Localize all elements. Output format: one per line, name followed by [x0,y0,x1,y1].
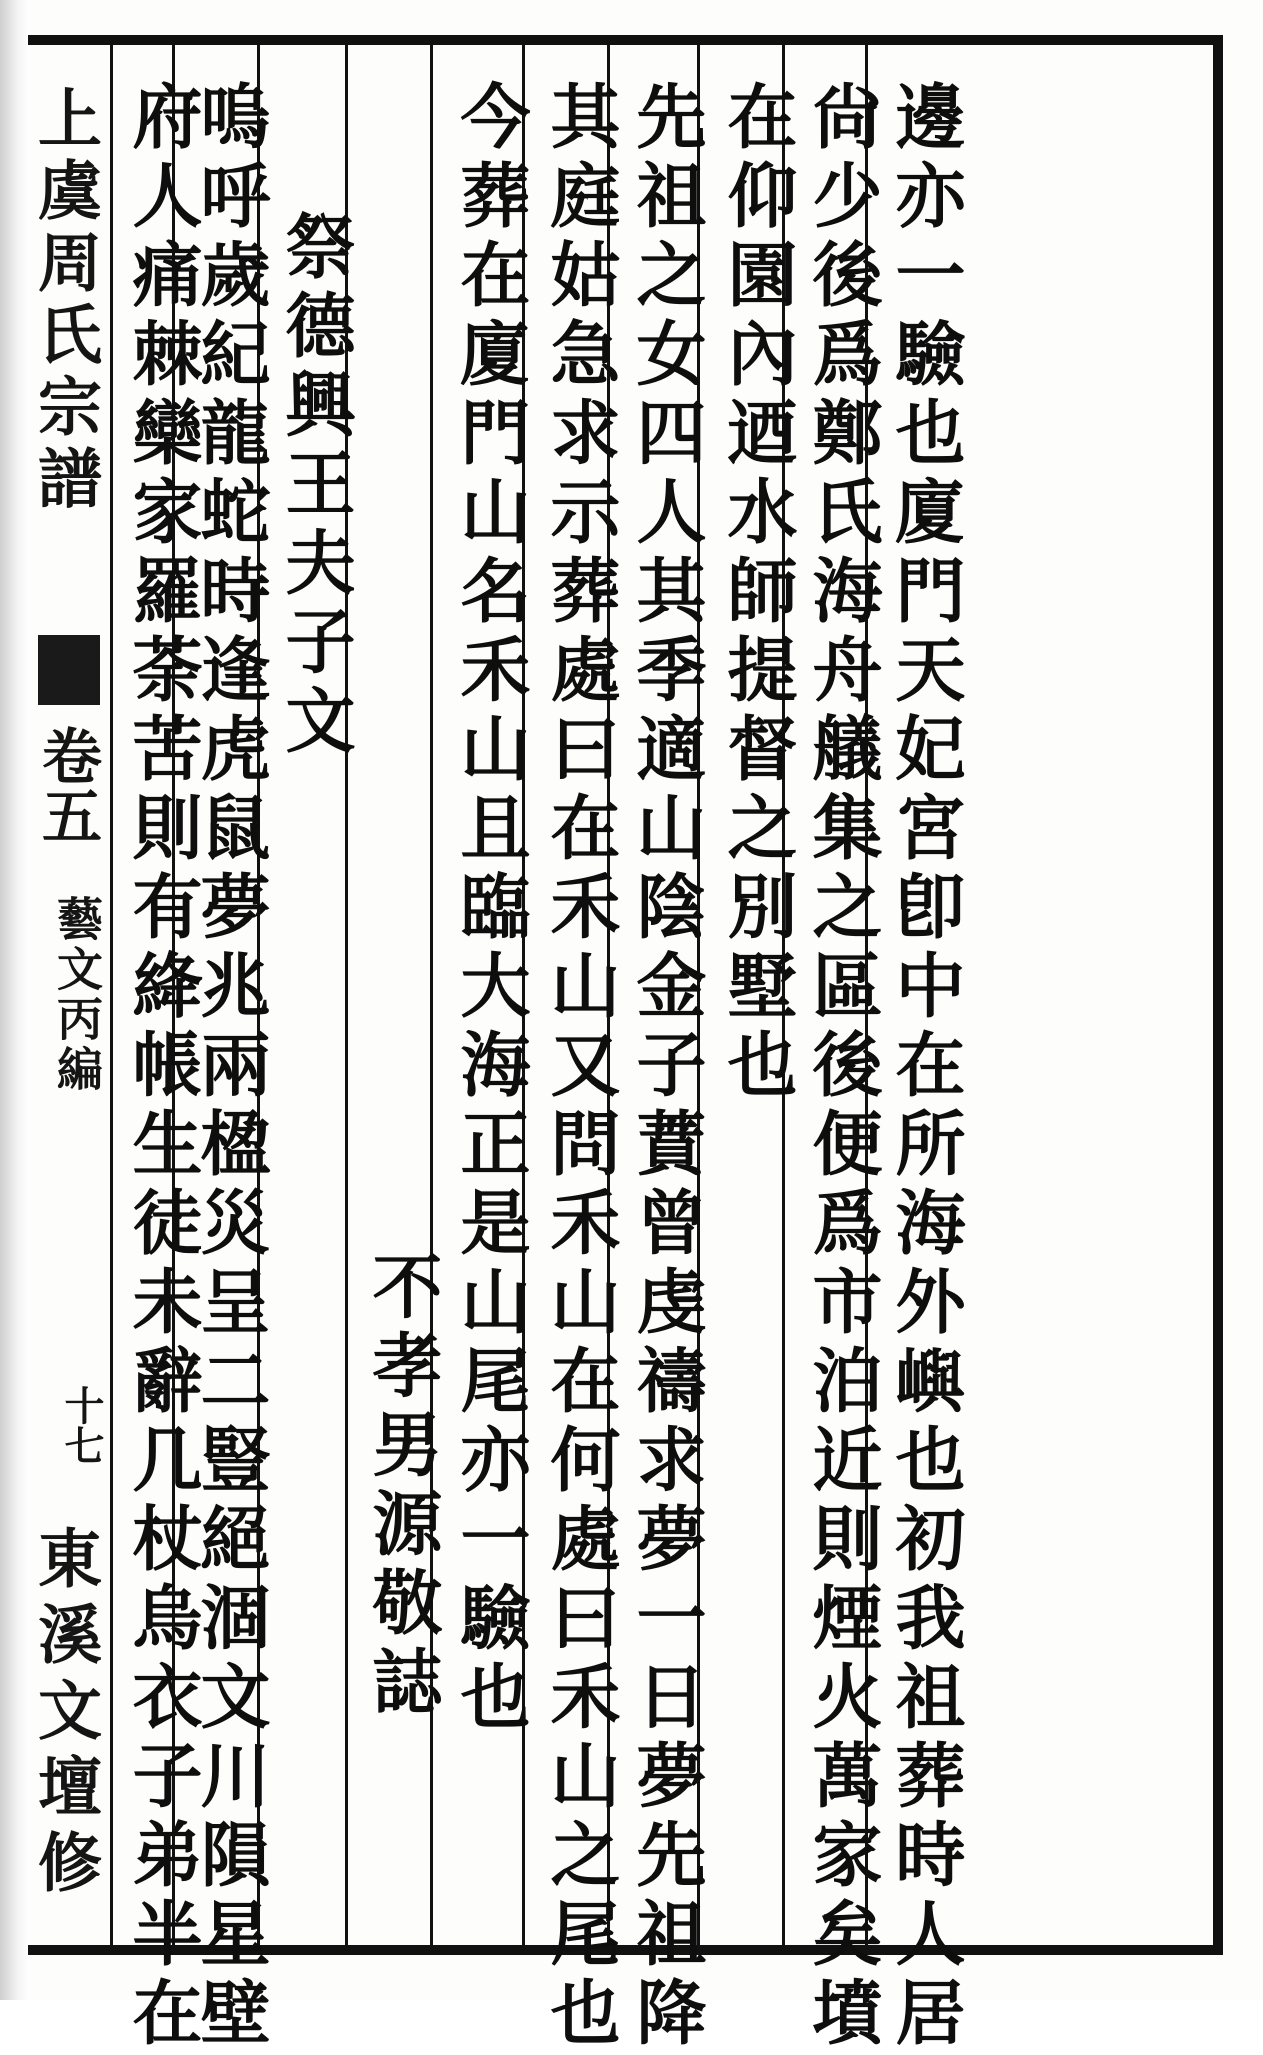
center-fold [27,45,110,1945]
page-number: 十七 [58,1385,105,1465]
text-column: 府人痛棘欒家羅荼苦則有絳帳生徒未辭几杖烏衣子弟半在 [121,80,204,2055]
text-column: 其庭姑急求示葬處曰在禾山又問禾山在何處曰禾山之尾也 [539,80,622,2055]
text-column: 今葬在廈門山名禾山且臨大海正是山尾亦一驗也 [449,80,532,1739]
book-title: 上虞周氏宗譜 [27,85,102,517]
volume-label: 卷五 [32,725,102,845]
publisher-label: 東溪文壇修 [27,1525,102,1905]
fishtail-block [38,635,100,705]
signature-column: 不孝男源敬誌 [361,1250,444,1724]
section-label: 藝文丙編 [50,895,104,1095]
text-column: 先祖之女四人其季適山陰金子蕡曾虔禱求夢一日夢先祖降 [625,80,708,2055]
text-column: 在仰園內迺水師提督之別墅也 [716,80,799,1107]
text-column: 嗚呼歲紀龍蛇時逢虎鼠夢兆兩楹災呈二豎絕涸文川隕星壁 [189,80,272,2055]
essay-title: 祭德興王夫子文 [274,210,357,763]
text-column: 尙少後爲鄭氏海舟艤集之區後便爲市泊近則煙火萬家矣墳 [801,80,884,2055]
text-column: 邊亦一驗也廈門天妃宮卽中在所海外嶼也初我祖葬時人居 [884,80,967,2055]
